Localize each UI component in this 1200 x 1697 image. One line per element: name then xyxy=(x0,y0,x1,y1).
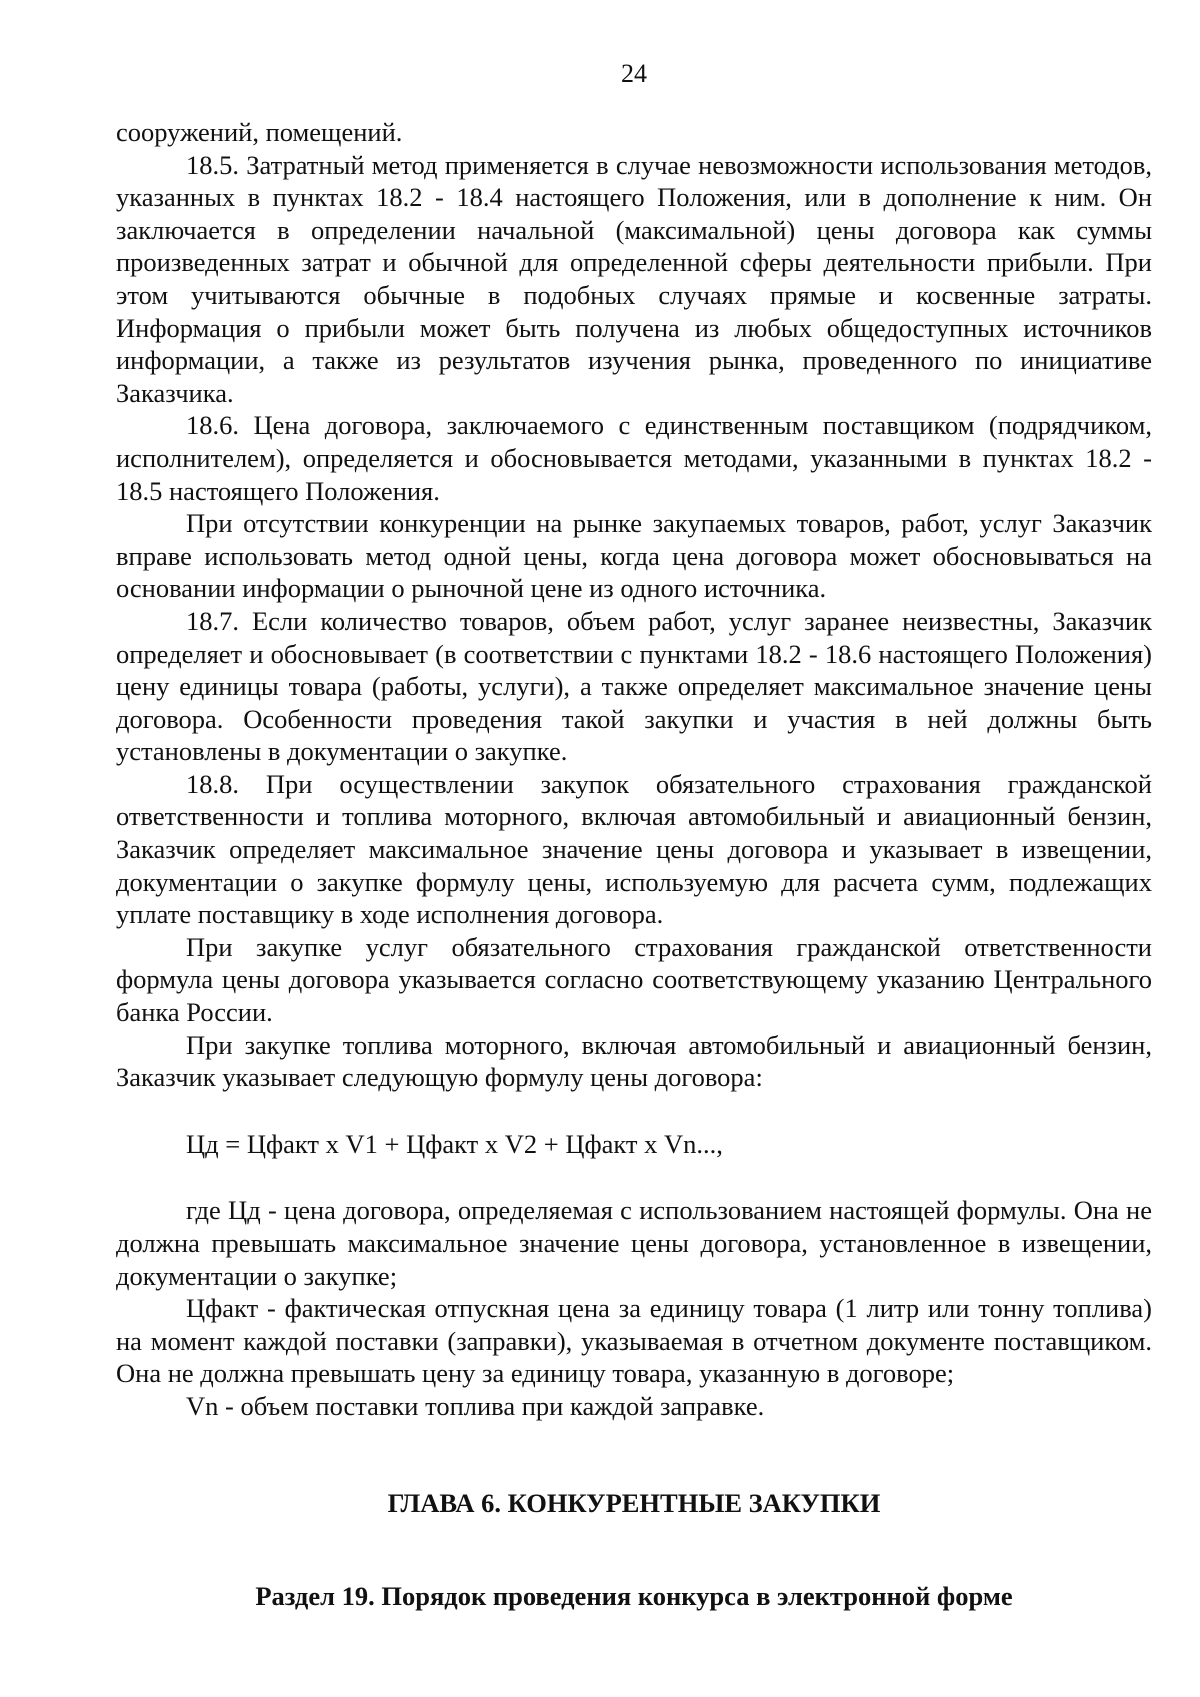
paragraph-18-7: 18.7. Если количество товаров, объем работ, услуг заранее неизвестны, Заказчик определяет и обосновывает (в соответствии с пунктами 18.2 - 18.6 настоящего Положения) цену единицы товара (работы, услуги), а также определяет максимальное значение цены договора. Особенности проведения такой закупки и участия в ней должны быть установлены в документации о закупке. xyxy=(116,605,1152,767)
paragraph-fuel-formula-intro: При закупке топлива моторного, включая автомобильный и авиационный бензин, Заказчик указывает следующую формулу цены договора: xyxy=(116,1029,1152,1093)
paragraph-18-6: 18.6. Цена договора, заключаемого с единственным поставщиком (подрядчиком, исполнителем), определяется и обосновывается методами, указанными в пунктах 18.2 - 18.5 настоящего Положения. xyxy=(116,410,1152,506)
paragraph-formula-def-vn: Vn - объем поставки топлива при каждой заправке. xyxy=(186,1390,765,1421)
section-heading: Раздел 19. Порядок проведения конкурса в электронной форме xyxy=(255,1581,1013,1611)
paragraph-continuation: сооружений, помещений. xyxy=(116,117,403,147)
document-page xyxy=(116,0,1152,1697)
document-body xyxy=(116,116,1152,1423)
paragraph-formula-def-cd: где Цд - цена договора, определяемая с использованием настоящей формулы. Она не должна превышать максимальное значение цены договора, установленное в извещении, документации о закупке; xyxy=(116,1195,1152,1291)
chapter-heading: ГЛАВА 6. КОНКУРЕНТНЫЕ ЗАКУПКИ xyxy=(387,1488,881,1518)
paragraph-single-price-method: При отсутствии конкуренции на рынке закупаемых товаров, работ, услуг Заказчик вправе использовать метод одной цены, когда цена договора может обосновываться на основании информации о рыночной цене из одного источника. xyxy=(116,508,1152,604)
price-formula: Цд = Цфакт х V1 + Цфакт х V2 + Цфакт х Vn..., xyxy=(186,1128,723,1159)
paragraph-18-8: 18.8. При осуществлении закупок обязательного страхования гражданской ответственности и топлива моторного, включая автомобильный и авиационный бензин, Заказчик определяет максимальное значение цены договора и указывает в извещении, документации о закупке формулу цены, используемую для расчета сумм, подлежащих уплате поставщику в ходе исполнения договора. xyxy=(116,768,1152,930)
paragraph-insurance-formula: При закупке услуг обязательного страхования гражданской ответственности формула цены договора указывается согласно соответствующему указанию Центрального банка России. xyxy=(116,931,1152,1028)
paragraph-formula-def-cfakt: Цфакт - фактическая отпускная цена за единицу товара (1 литр или тонну топлива) на момент каждой поставки (заправки), указываемая в отчетном документе поставщиком. Она не должна превышать цену за единицу товара, указанную в договоре; xyxy=(116,1293,1152,1389)
page-number: 24 xyxy=(621,59,647,88)
paragraph-18-5: 18.5. Затратный метод применяется в случае невозможности использования методов, указанных в пунктах 18.2 - 18.4 настоящего Положения, или в дополнение к ним. Он заключается в определении начальной (максимальной) цены договора как суммы произведенных затрат и обычной для определенной сферы деятельности прибыли. При этом учитываются обычные в подобных случаях прямые и косвенные затраты. Информация о прибыли может быть получена из любых общедоступных источников информации, а также из результатов изучения рынка, проведенного по инициативе Заказчика. xyxy=(116,149,1152,408)
